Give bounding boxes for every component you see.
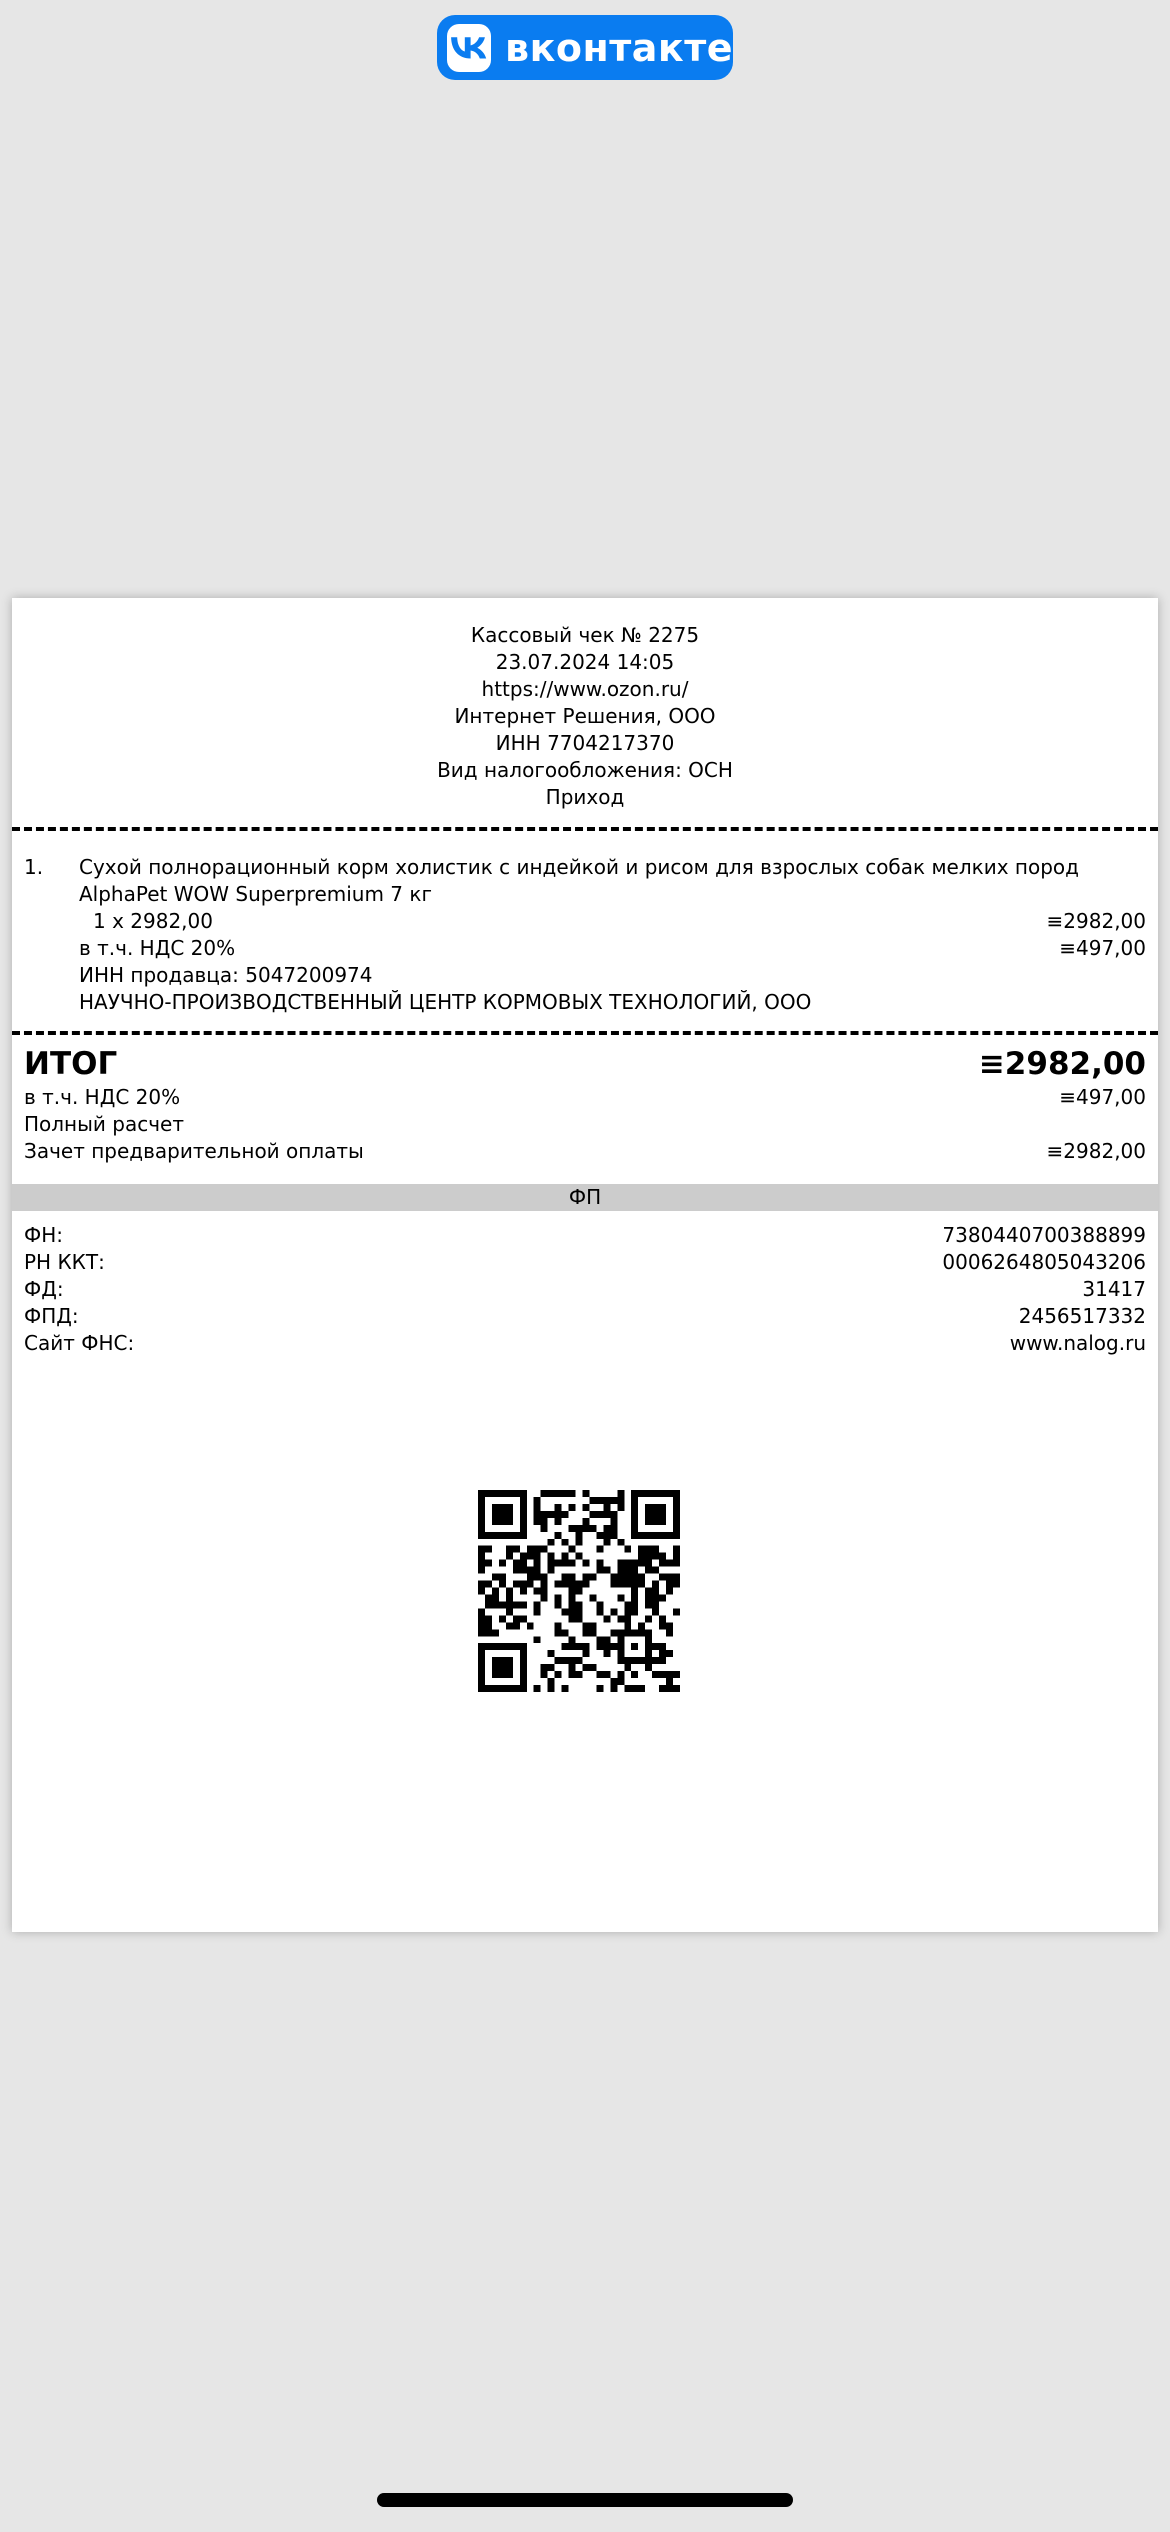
total-label: ИТОГ	[24, 1046, 118, 1082]
prepay-label: Зачет предварительной оплаты	[24, 1139, 364, 1163]
fiscal-data	[24, 1222, 1146, 1357]
rn-kkt-label: РН ККТ:	[24, 1250, 105, 1274]
item-amount: ≡2982,00	[1046, 909, 1146, 933]
vk-logo-icon	[447, 24, 491, 72]
rn-kkt-value: 0006264805043206	[942, 1250, 1146, 1274]
dashed-divider	[12, 1031, 1158, 1035]
receipt-inn: ИНН 7704217370	[495, 731, 675, 755]
receipt-company: Интернет Решения, ООО	[454, 704, 716, 728]
item-name-line2: AlphaPet WOW Superpremium 7 кг	[79, 882, 432, 906]
item-qty-price: 1 x 2982,00	[93, 909, 213, 933]
total-vat-amount: ≡497,00	[1059, 1085, 1146, 1109]
receipt-tax-system: Вид налогообложения: ОСН	[437, 758, 733, 782]
receipt-url: https://www.ozon.ru/	[481, 677, 689, 701]
vk-badge[interactable]	[437, 15, 733, 80]
item-number: 1.	[24, 855, 44, 879]
prepay-amount: ≡2982,00	[1046, 1139, 1146, 1163]
fn-label: ФН:	[24, 1223, 63, 1247]
receipt-datetime: 23.07.2024 14:05	[495, 650, 675, 674]
fns-site-value: www.nalog.ru	[1009, 1331, 1146, 1355]
fp-bar: ФП	[12, 1184, 1158, 1211]
qr-code-icon	[478, 1490, 680, 1692]
fn-value: 7380440700388899	[942, 1223, 1146, 1247]
item-seller-inn: ИНН продавца: 5047200974	[79, 963, 373, 987]
receipt	[12, 598, 1158, 1932]
item-vat-label: в т.ч. НДС 20%	[79, 936, 236, 960]
fd-label: ФД:	[24, 1277, 64, 1301]
item-name-line1: Сухой полнорационный корм холистик с индейкой и рисом для взрослых собак мелких пород	[79, 855, 1079, 879]
item-seller-name: НАУЧНО-ПРОИЗВОДСТВЕННЫЙ ЦЕНТР КОРМОВЫХ ТЕХНОЛОГИЙ, ООО	[79, 990, 812, 1014]
receipt-title: Кассовый чек № 2275	[470, 623, 700, 647]
fpd-value: 2456517332	[1018, 1304, 1146, 1328]
dashed-divider	[12, 827, 1158, 831]
item-vat-amount: ≡497,00	[1059, 936, 1146, 960]
receipt-operation: Приход	[545, 785, 625, 809]
fd-value: 31417	[1082, 1277, 1146, 1301]
receipt-header	[12, 622, 1158, 811]
vk-wordmark: вконтакте	[505, 25, 733, 70]
home-indicator[interactable]	[377, 2493, 793, 2507]
total-vat-label: в т.ч. НДС 20%	[24, 1085, 181, 1109]
fpd-label: ФПД:	[24, 1304, 79, 1328]
payment-type: Полный расчет	[24, 1112, 184, 1136]
total-amount: ≡2982,00	[978, 1046, 1146, 1082]
fns-site-label: Сайт ФНС:	[24, 1331, 135, 1355]
receipt-totals	[24, 1044, 1146, 1165]
